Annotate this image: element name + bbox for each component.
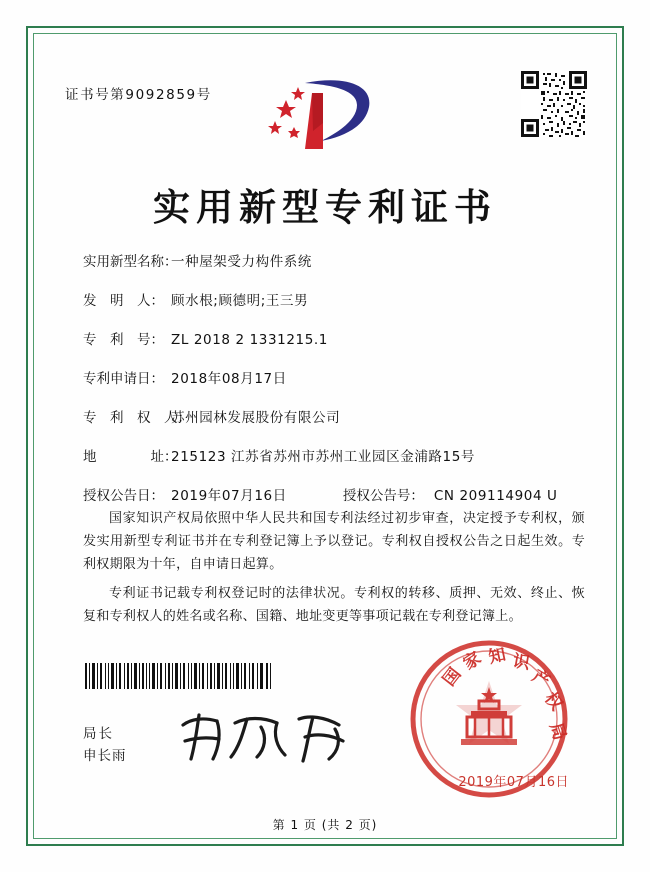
corner-ornament-bottom-right — [598, 820, 624, 846]
svg-text:权: 权 — [540, 688, 567, 715]
field-label-address: 地 址： — [83, 449, 178, 465]
field-row — [83, 367, 585, 387]
certificate-fields — [83, 250, 585, 523]
field-value-announcement-number: CN 209114904 U — [433, 488, 558, 504]
field-row — [83, 289, 585, 309]
corner-ornament-top-right — [598, 26, 624, 52]
cnipa-logo-icon — [265, 73, 385, 153]
svg-text:局: 局 — [545, 720, 570, 743]
signature-block — [83, 723, 127, 767]
field-row — [83, 406, 585, 426]
certificate-content — [55, 45, 595, 832]
field-value-address: 215123 江苏省苏州市苏州工业园区金浦路15号 — [171, 449, 476, 465]
signature-role: 局长 — [83, 726, 114, 742]
svg-text:产: 产 — [528, 666, 554, 693]
field-label-announcement-number: 授权公告号： — [342, 488, 424, 504]
page-indicator: 第 1 页 (共 2 页) — [272, 818, 378, 832]
field-row — [83, 328, 585, 348]
qr-code-icon — [521, 71, 587, 137]
svg-text:识: 识 — [511, 651, 532, 674]
svg-text:家: 家 — [459, 648, 485, 675]
field-value-announcement-date: 2019年07月16日 — [171, 488, 287, 504]
signature-name: 申长雨 — [83, 748, 127, 764]
field-row — [83, 445, 585, 465]
seal-date: 2019年07月16日 — [458, 775, 569, 790]
field-label-announcement-date: 授权公告日： — [83, 488, 164, 504]
field-label-patentee: 专 利 权 人： — [83, 410, 191, 426]
field-label-application-date: 专利申请日： — [83, 371, 164, 387]
field-value-patent-number: ZL 2018 2 1331215.1 — [171, 332, 328, 348]
field-value-application-date: 2018年08月17日 — [171, 371, 287, 387]
page-title: 实用新型专利证书 — [153, 185, 497, 229]
handwritten-signature-icon — [173, 707, 363, 769]
svg-text:知: 知 — [486, 644, 508, 668]
corner-ornament-top-left — [26, 26, 52, 52]
field-row-announcement — [83, 484, 585, 504]
field-label-inventor: 发 明 人： — [83, 293, 164, 309]
field-label-name: 实用新型名称： — [83, 254, 178, 270]
certificate-number: 证书号第9092859号 — [65, 87, 212, 103]
field-value-name: 一种屋架受力构件系统 — [171, 254, 312, 270]
field-value-patentee: 苏州园林发展股份有限公司 — [171, 410, 341, 426]
field-label-patent-number: 专 利 号： — [83, 332, 164, 348]
paragraph-grant: 国家知识产权局依照中华人民共和国专利法经过初步审查，决定授予专利权，颁发实用新型专利证书并在专利登记簿上予以登记。专利权自授权公告之日起生效。专利权期限为十年，自申请日起算。 — [83, 511, 585, 572]
svg-text:国: 国 — [439, 664, 466, 691]
corner-ornament-bottom-left — [26, 820, 52, 846]
legal-paragraphs — [83, 507, 585, 634]
barcode-icon — [83, 663, 273, 689]
paragraph-register: 专利证书记载专利权登记时的法律状况。专利权的转移、质押、无效、终止、恢复和专利权人的姓名或名称、国籍、地址变更等事项记载在专利登记簿上。 — [83, 586, 585, 624]
field-row — [83, 250, 585, 270]
field-value-inventor: 顾水根;顾德明;王三男 — [171, 293, 309, 309]
